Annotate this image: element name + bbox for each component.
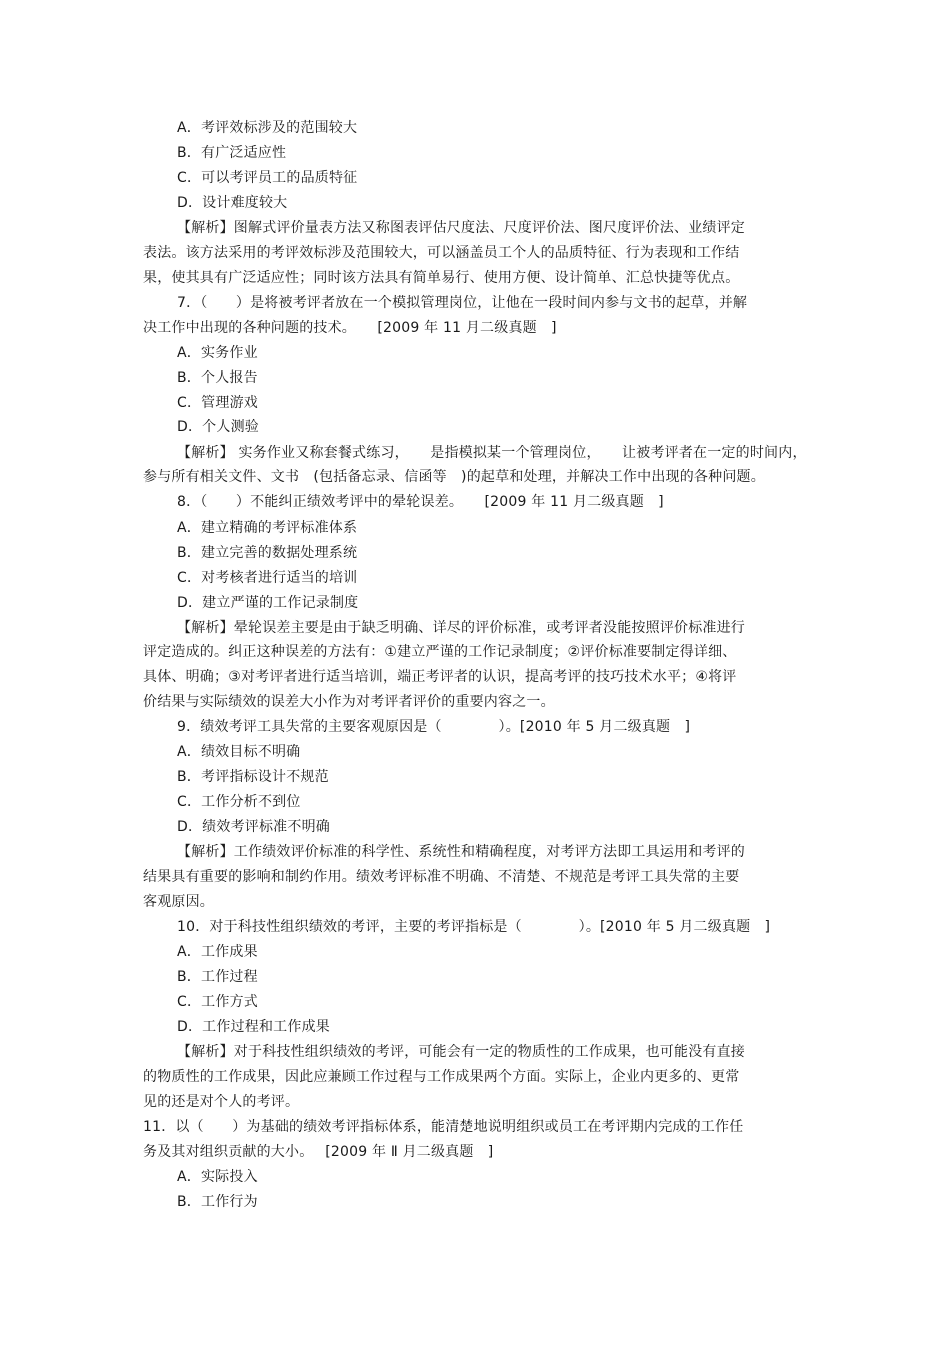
- option-a-text: A．绩效目标不明确: [177, 744, 301, 760]
- option-b-text: B．工作过程: [177, 969, 258, 985]
- question-10: 10．对于科技性组织绩效的考评，主要的考评指标是（ ）。[2010 年 5 月二级真题 ]: [177, 919, 771, 935]
- analysis-paragraph: 的物质性的工作成果，因此应兼顾工作过程与工作成果两个方面。实际上，企业内更多的、更常: [143, 1069, 740, 1085]
- analysis-paragraph: 【解析】工作绩效评价标准的科学性、系统性和精确程度，对考评方法即工具运用和考评的: [177, 844, 745, 860]
- analysis-paragraph: 客观原因。: [143, 894, 214, 910]
- option-c-text: C．工作分析不到位: [177, 794, 301, 810]
- analysis-paragraph: 结果具有重要的影响和制约作用。绩效考评标准不明确、不清楚、不规范是考评工具失常的主要: [143, 869, 740, 885]
- option-b-text: B．考评指标设计不规范: [177, 769, 329, 785]
- option-d-text: D．绩效考评标准不明确: [177, 819, 330, 835]
- analysis-paragraph: 评定造成的。纠正这种误差的方法有：①建立严谨的工作记录制度；②评价标准要制定得详细、: [143, 644, 737, 660]
- option-a-text: A．实际投入: [177, 1169, 258, 1185]
- option-d-text: D．建立严谨的工作记录制度: [177, 595, 359, 611]
- option-c-text: C．对考核者进行适当的培训: [177, 570, 358, 586]
- question-7-continued: 决工作中出现的各种问题的技术。 [2009 年 11 月二级真题 ]: [143, 320, 557, 336]
- question-9: 9．绩效考评工具失常的主要客观原因是（ ）。[2010 年 5 月二级真题 ]: [177, 719, 691, 735]
- analysis-paragraph: 【解析】晕轮误差主要是由于缺乏明确、详尽的评价标准，或考评者没能按照评价标准进行: [177, 620, 745, 636]
- analysis-paragraph: 具体、明确；③对考评者进行适当培训，端正考评者的认识，提高考评的技巧技术水平；④将评: [143, 669, 737, 685]
- analysis-paragraph: 【解析】 实务作业又称套餐式练习， 是指模拟某一个管理岗位， 让被考评者在一定的时间内，: [177, 445, 807, 461]
- option-a-text: A．考评效标涉及的范围较大: [177, 120, 358, 136]
- option-c-text: C．工作方式: [177, 994, 258, 1010]
- question-8: 8．（ ）不能纠正绩效考评中的晕轮误差。 [2009 年 11 月二级真题 ]: [177, 494, 664, 510]
- option-b-text: B．有广泛适应性: [177, 145, 287, 161]
- option-a-text: A．实务作业: [177, 345, 258, 361]
- option-c-text: C．可以考评员工的品质特征: [177, 170, 358, 186]
- analysis-paragraph: 参与所有相关文件、文书 (包括备忘录、信函等 )的起草和处理，并解决工作中出现的各种问题。: [143, 469, 765, 485]
- analysis-paragraph: 【解析】图解式评价量表方法又称图表评估尺度法、尺度评价法、图尺度评价法、业绩评定: [177, 220, 745, 236]
- option-d-text: D．个人测验: [177, 419, 259, 435]
- analysis-paragraph: 见的还是对个人的考评。: [143, 1094, 300, 1110]
- option-b-text: B．个人报告: [177, 370, 258, 386]
- option-b-text: B．建立完善的数据处理系统: [177, 545, 358, 561]
- question-11-continued: 务及其对组织贡献的大小。 [2009 年 Ⅱ 月二级真题 ]: [143, 1144, 494, 1160]
- option-d-text: D．工作过程和工作成果: [177, 1019, 330, 1035]
- analysis-paragraph: 表法。该方法采用的考评效标涉及范围较大，可以涵盖员工个人的品质特征、行为表现和工作结: [143, 245, 740, 261]
- option-c-text: C．管理游戏: [177, 395, 258, 411]
- analysis-paragraph: 果，使其具有广泛适应性；同时该方法具有简单易行、使用方便、设计简单、汇总快捷等优点。: [143, 270, 740, 286]
- option-d-text: D．设计难度较大: [177, 195, 288, 211]
- analysis-paragraph: 价结果与实际绩效的误差大小作为对考评者评价的重要内容之一。: [143, 694, 555, 710]
- analysis-paragraph: 【解析】对于科技性组织绩效的考评，可能会有一定的物质性的工作成果，也可能没有直接: [177, 1044, 745, 1060]
- option-a-text: A．建立精确的考评标准体系: [177, 520, 358, 536]
- question-7: 7．（ ）是将被考评者放在一个模拟管理岗位，让他在一段时间内参与文书的起草，并解: [177, 295, 748, 311]
- question-11: 11．以（ ）为基础的绩效考评指标体系，能清楚地说明组织或员工在考评期内完成的工作任: [143, 1119, 744, 1135]
- option-b-text: B．工作行为: [177, 1194, 258, 1210]
- option-a-text: A．工作成果: [177, 944, 258, 960]
